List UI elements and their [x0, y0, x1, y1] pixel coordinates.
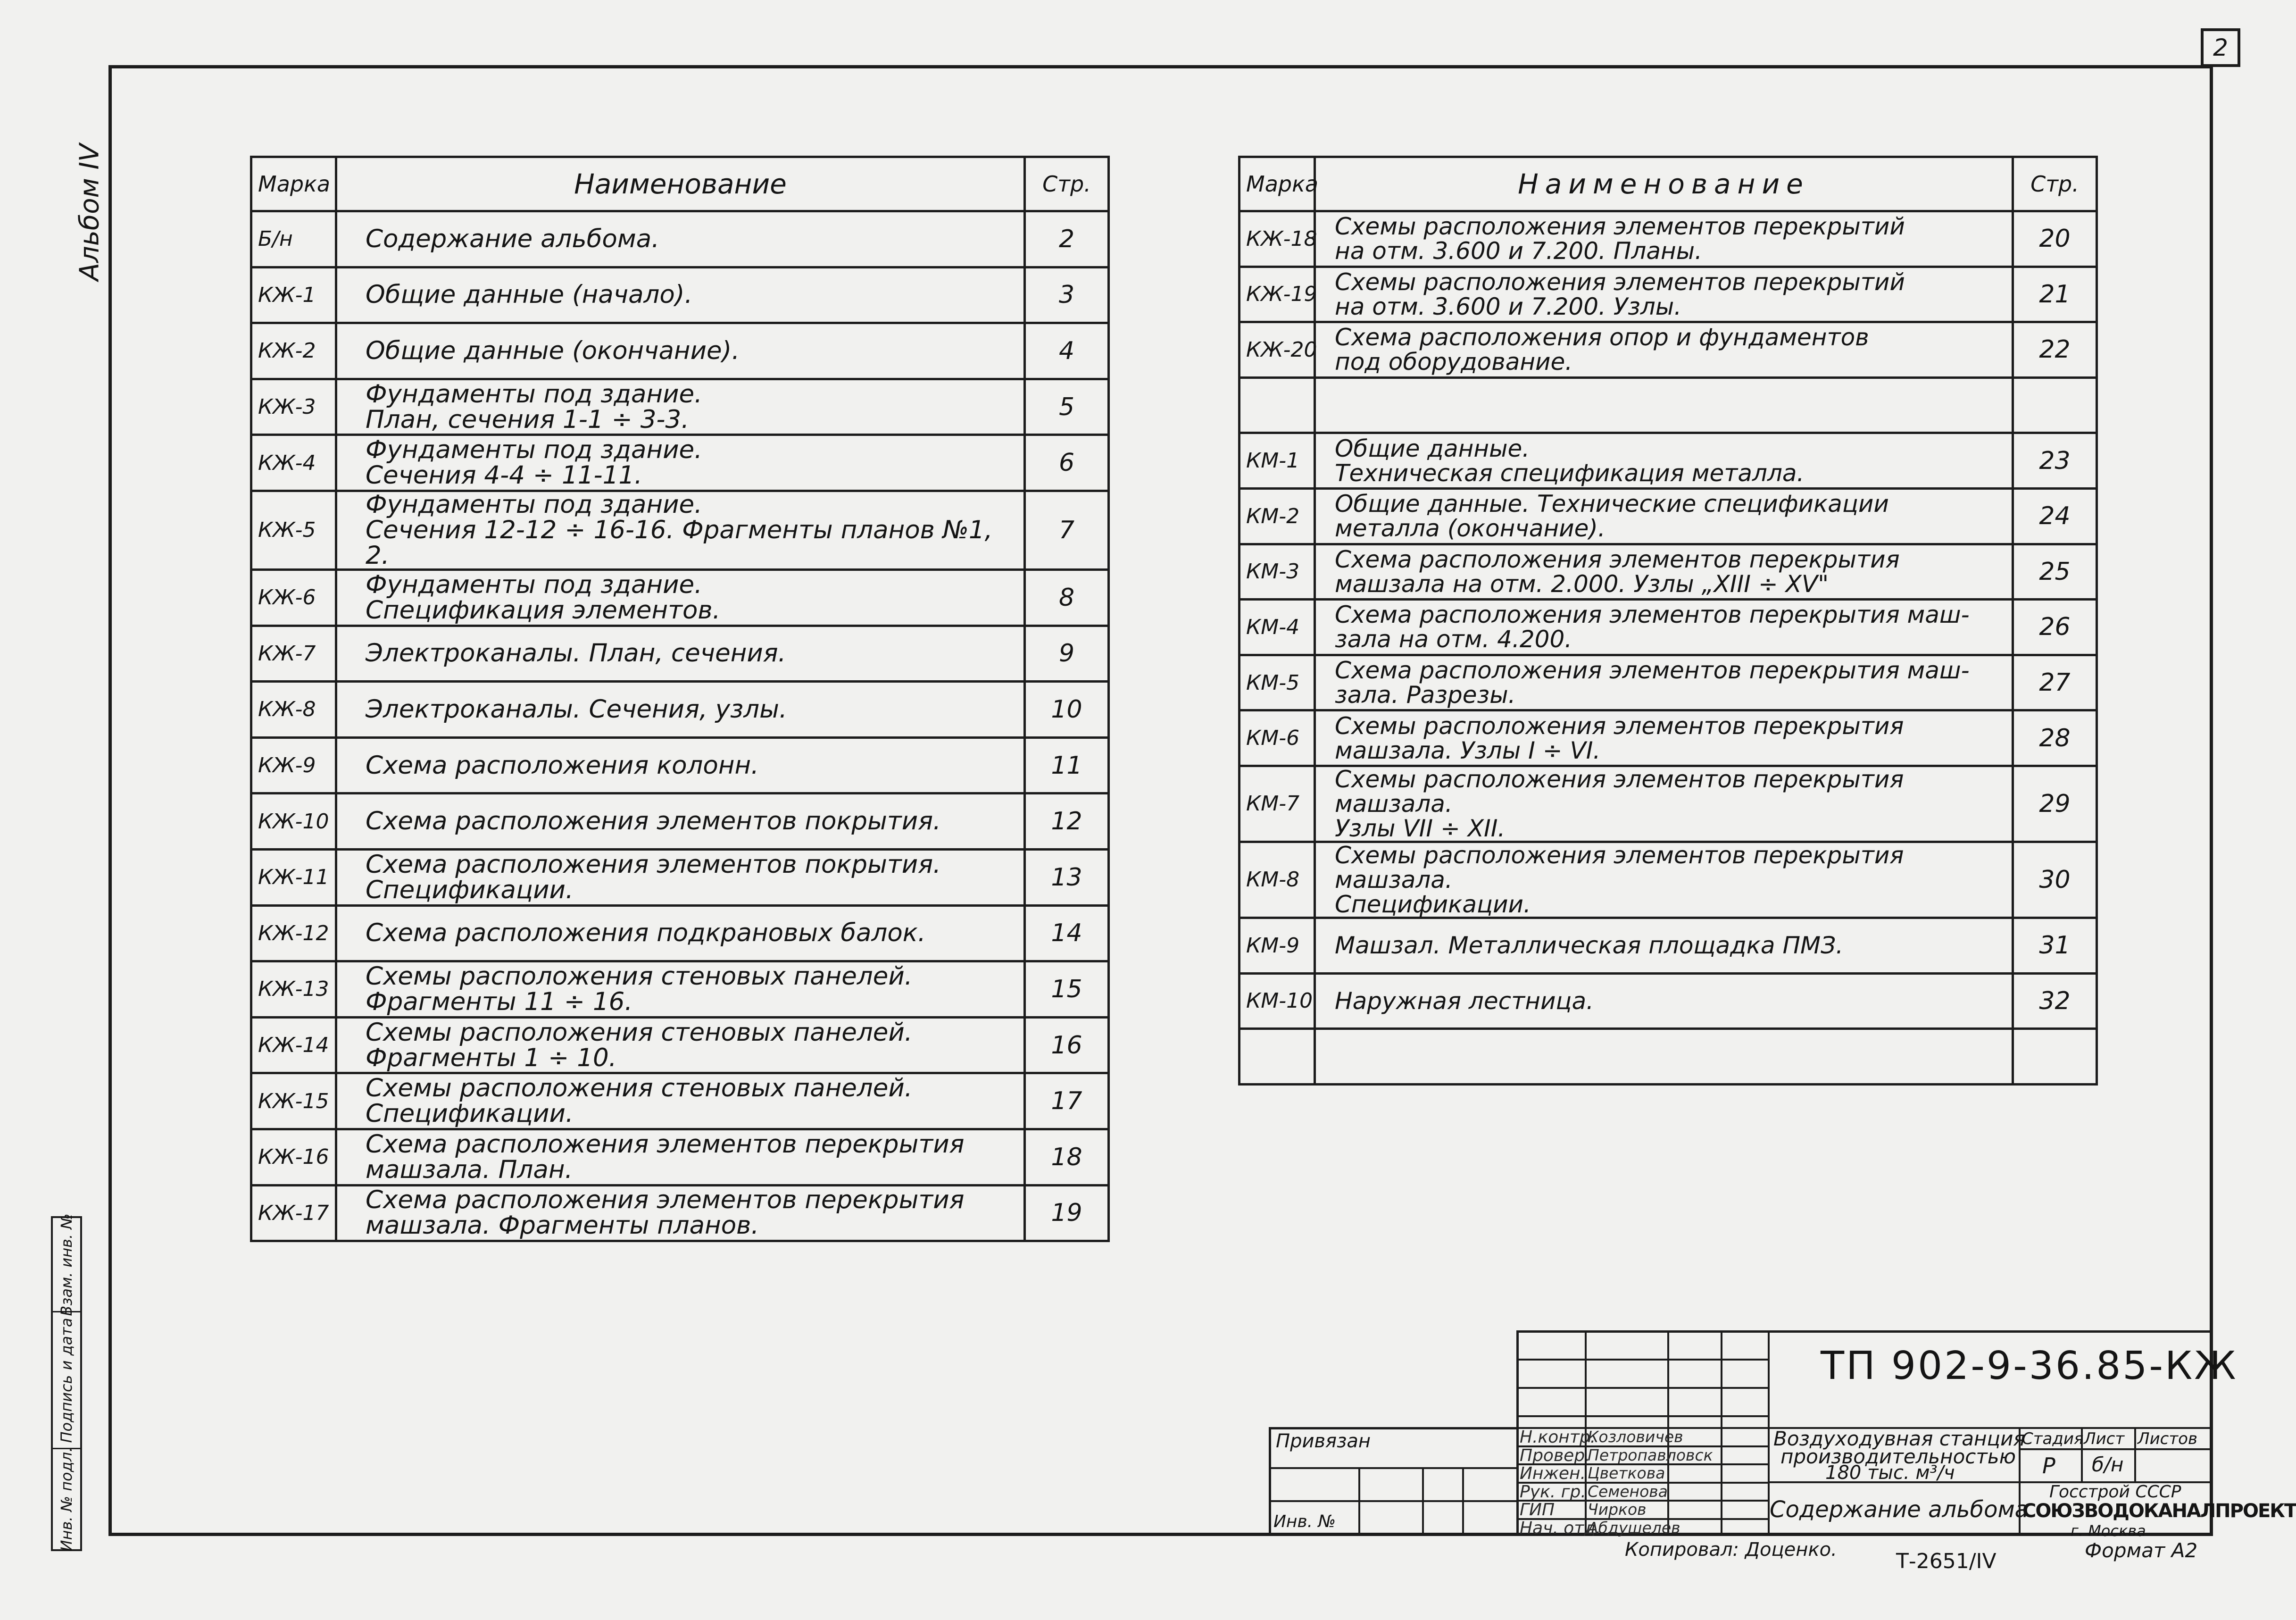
copied-by: Копировал: Доценко.	[1625, 1539, 1837, 1561]
stage-label: Стадия	[2022, 1429, 2084, 1448]
row-page: 17	[1025, 1073, 1109, 1129]
row-title: Электроканалы. План, сечения.	[336, 626, 1025, 682]
row-title: Содержание альбома.	[336, 211, 1025, 267]
table-row	[251, 435, 1109, 491]
row-title: Общие данные. Техническая спецификация металла.	[1315, 433, 2013, 489]
table-row	[251, 682, 1109, 738]
row-page: 3	[1025, 267, 1109, 323]
table-row	[1240, 1029, 2097, 1085]
inventory-number-label: Инв. №	[1273, 1512, 1336, 1531]
tb-line	[1516, 1359, 1768, 1361]
row-page: 27	[2013, 655, 2097, 710]
row-title: Схемы расположения стеновых панелей. Фрагменты 1 ÷ 10.	[336, 1017, 1025, 1073]
row-page: 13	[1025, 849, 1109, 905]
org-city: г. Москва	[2071, 1522, 2146, 1540]
header-name: Наименование	[336, 157, 1025, 211]
row-mark: КМ-2	[1240, 488, 1315, 544]
row-mark: КЖ-11	[251, 849, 336, 905]
row-title: Схемы расположения стеновых панелей. Фрагменты 11 ÷ 16.	[336, 961, 1025, 1018]
row-title: Машзал. Металлическая площадка ПМЗ.	[1315, 918, 2013, 973]
row-title: Фундаменты под здание. Сечения 4-4 ÷ 11-11.	[336, 435, 1025, 491]
row-page: 26	[2013, 600, 2097, 655]
row-title: Схема расположения элементов покрытия.	[336, 793, 1025, 850]
row-title: Фундаменты под здание. Спецификация элементов.	[336, 569, 1025, 626]
row-mark	[1240, 377, 1315, 433]
row-page: 16	[1025, 1017, 1109, 1073]
row-page: 32	[2013, 973, 2097, 1029]
row-mark: КЖ-5	[251, 491, 336, 569]
row-page: 22	[2013, 322, 2097, 378]
table-row	[1240, 488, 2097, 544]
row-title: Схема расположения элементов покрытия. Спецификации.	[336, 849, 1025, 905]
row-title: Схема расположения элементов перекрытия машзала. Фрагменты планов.	[336, 1185, 1025, 1241]
signature-role: Н.контр.	[1520, 1428, 1596, 1447]
table-row	[251, 737, 1109, 793]
row-title: Схемы расположения элементов перекрытия машзала. Спецификации.	[1315, 842, 2013, 918]
row-mark: КМ-10	[1240, 973, 1315, 1029]
row-title: Схема расположения колонн.	[336, 737, 1025, 793]
table-row	[251, 849, 1109, 905]
left-stamp-strip	[51, 1213, 82, 1552]
table-row	[251, 323, 1109, 379]
row-title: Схема расположения опор и фундаментов под оборудование.	[1315, 322, 2013, 378]
signature-name: Козловичев	[1588, 1428, 1683, 1446]
org-ministry: Госстрой СССР	[2049, 1482, 2181, 1502]
signature-name: Чирков	[1588, 1500, 1647, 1519]
row-title	[1315, 1029, 2013, 1085]
row-title: Схема расположения элементов перекрытия машзала на отм. 2.000. Узлы „XIII ÷ XV"	[1315, 544, 2013, 600]
binding-line	[1462, 1467, 1464, 1536]
row-mark: КЖ-6	[251, 569, 336, 626]
row-title: Схемы расположения элементов перекрытия машзала. Узлы VII ÷ XII.	[1315, 766, 2013, 842]
row-page: 24	[2013, 488, 2097, 544]
project-title-line-2: производительностью	[1780, 1445, 2016, 1468]
row-page	[2013, 377, 2097, 433]
row-page: 25	[2013, 544, 2097, 600]
row-page: 7	[1025, 491, 1109, 569]
table-header-row	[251, 157, 1109, 211]
tb-line	[2134, 1427, 2136, 1481]
row-title: Схема расположения элементов перекрытия маш- зала. Разрезы.	[1315, 655, 2013, 710]
row-page: 6	[1025, 435, 1109, 491]
table-header-row	[1240, 157, 2097, 211]
row-page: 31	[2013, 918, 2097, 973]
table-row	[1240, 544, 2097, 600]
tb-line	[1516, 1387, 1768, 1389]
contents-table-right	[1238, 156, 2098, 1086]
row-page: 8	[1025, 569, 1109, 626]
sheet-label: Лист	[2084, 1429, 2125, 1448]
row-mark: КЖ-4	[251, 435, 336, 491]
table-row	[251, 1185, 1109, 1241]
row-mark: КМ-5	[1240, 655, 1315, 710]
row-page: 20	[2013, 211, 2097, 267]
row-title: Общие данные (начало).	[336, 267, 1025, 323]
strip-cell-inventory	[53, 1447, 80, 1552]
row-mark: КЖ-16	[251, 1129, 336, 1185]
row-mark	[1240, 1029, 1315, 1085]
table-row	[251, 961, 1109, 1018]
row-page: 28	[2013, 710, 2097, 766]
project-title-line-3: 180 тыс. м³/ч	[1825, 1462, 1955, 1484]
strip-label-inventory: Инв. № подл.	[58, 1447, 75, 1552]
table-row	[1240, 322, 2097, 378]
table-row	[1240, 655, 2097, 710]
row-page: 19	[1025, 1185, 1109, 1241]
strip-label-substitute: Взам. инв. №	[58, 1213, 75, 1316]
binding-line	[1269, 1467, 1519, 1469]
table-row	[1240, 842, 2097, 918]
row-mark: КМ-4	[1240, 600, 1315, 655]
row-mark: КЖ-12	[251, 905, 336, 961]
row-mark: КМ-9	[1240, 918, 1315, 973]
signature-role: Провер.	[1520, 1445, 1590, 1465]
row-mark: КЖ-3	[251, 379, 336, 435]
header-mark: Марка	[251, 157, 336, 211]
row-page: 9	[1025, 626, 1109, 682]
signature-name: Семенова	[1588, 1482, 1668, 1501]
table-row	[251, 626, 1109, 682]
table-row	[1240, 600, 2097, 655]
row-mark: КЖ-9	[251, 737, 336, 793]
signature-name: Абдушелев	[1588, 1518, 1680, 1537]
tb-line	[2019, 1448, 2213, 1450]
tb-line	[1516, 1415, 1768, 1417]
signature-role: ГИП	[1520, 1500, 1555, 1520]
row-page: 30	[2013, 842, 2097, 918]
table-row	[251, 1017, 1109, 1073]
signature-role: Нач. отд.	[1520, 1518, 1601, 1538]
stage-value: Р	[2042, 1453, 2055, 1478]
row-page: 23	[2013, 433, 2097, 489]
row-mark: Б/н	[251, 211, 336, 267]
row-page: 5	[1025, 379, 1109, 435]
table-row	[251, 905, 1109, 961]
row-mark: КЖ-10	[251, 793, 336, 850]
row-title: Схемы расположения элементов перекрытия машзала. Узлы I ÷ VI.	[1315, 710, 2013, 766]
row-title: Схемы расположения стеновых панелей. Спецификации.	[336, 1073, 1025, 1129]
sheet-number: 2	[2201, 28, 2240, 67]
row-mark: КЖ-8	[251, 682, 336, 738]
row-mark: КМ-3	[1240, 544, 1315, 600]
binding-line	[1422, 1467, 1424, 1536]
row-title	[1315, 377, 2013, 433]
row-title: Электроканалы. Сечения, узлы.	[336, 682, 1025, 738]
row-mark: КМ-6	[1240, 710, 1315, 766]
row-page: 12	[1025, 793, 1109, 850]
contents-table-left	[250, 156, 1110, 1242]
row-mark: КЖ-19	[1240, 267, 1315, 322]
strip-cell-signature	[53, 1312, 80, 1449]
table-row	[1240, 377, 2097, 433]
table-row	[1240, 267, 2097, 322]
row-mark: КЖ-17	[251, 1185, 336, 1241]
row-mark: КЖ-18	[1240, 211, 1315, 267]
row-title: Схема расположения подкрановых балок.	[336, 905, 1025, 961]
tb-line	[1721, 1330, 1722, 1536]
table-row	[251, 569, 1109, 626]
table-row	[251, 1129, 1109, 1185]
sheet-title: Содержание альбома	[1770, 1496, 2029, 1523]
row-mark: КЖ-20	[1240, 322, 1315, 378]
strip-cell-substitute	[53, 1213, 80, 1316]
sheets-label: Листов	[2138, 1429, 2198, 1448]
row-mark: КЖ-2	[251, 323, 336, 379]
header-page: Стр.	[2013, 157, 2097, 211]
signature-role: Инжен.	[1520, 1464, 1586, 1483]
signature-name: Петропавловск	[1588, 1445, 1713, 1464]
row-title: Схема расположения элементов перекрытия машзала. План.	[336, 1129, 1025, 1185]
row-page: 2	[1025, 211, 1109, 267]
table-row	[1240, 918, 2097, 973]
row-title: Схемы расположения элементов перекрытий на отм. 3.600 и 7.200. Узлы.	[1315, 267, 2013, 322]
binding-label: Привязан	[1276, 1430, 1371, 1452]
row-title: Общие данные (окончание).	[336, 323, 1025, 379]
row-page: 10	[1025, 682, 1109, 738]
table-row	[251, 211, 1109, 267]
table-row	[251, 267, 1109, 323]
row-mark: КМ-8	[1240, 842, 1315, 918]
row-mark: КМ-1	[1240, 433, 1315, 489]
row-title: Общие данные. Технические спецификации металла (окончание).	[1315, 488, 2013, 544]
drawing-code: ТП 902-9-36.85-КЖ	[1821, 1344, 2238, 1388]
table-row	[1240, 211, 2097, 267]
row-page: 29	[2013, 766, 2097, 842]
header-mark: Марка	[1240, 157, 1315, 211]
row-page: 21	[2013, 267, 2097, 322]
table-row	[1240, 433, 2097, 489]
row-page: 15	[1025, 961, 1109, 1018]
table-row	[251, 379, 1109, 435]
row-page	[2013, 1029, 2097, 1085]
signature-role: Рук. гр.	[1520, 1482, 1586, 1502]
signature-name: Цветкова	[1588, 1464, 1665, 1482]
table-row	[1240, 710, 2097, 766]
row-mark: КЖ-15	[251, 1073, 336, 1129]
row-page: 18	[1025, 1129, 1109, 1185]
table-row	[1240, 766, 2097, 842]
row-title: Наружная лестница.	[1315, 973, 2013, 1029]
row-mark: КЖ-7	[251, 626, 336, 682]
table-row	[251, 1073, 1109, 1129]
row-title: Фундаменты под здание. Сечения 12-12 ÷ 16-16. Фрагменты планов №1, 2.	[336, 491, 1025, 569]
table-row	[251, 491, 1109, 569]
row-mark: КМ-7	[1240, 766, 1315, 842]
binding-line	[1358, 1467, 1360, 1536]
row-title: Фундаменты под здание. План, сечения 1-1 ÷ 3-3.	[336, 379, 1025, 435]
row-mark: КЖ-13	[251, 961, 336, 1018]
org-name: СОЮЗВОДОКАНАЛПРОЕКТ	[2022, 1500, 2296, 1522]
row-mark: КЖ-14	[251, 1017, 336, 1073]
row-page: 4	[1025, 323, 1109, 379]
project-title-line-1: Воздуходувная станция	[1773, 1427, 2025, 1450]
inventory-stamp: Т-2651/IV	[1896, 1549, 1997, 1573]
table-row	[251, 793, 1109, 850]
header-name: Наименование	[1315, 157, 2013, 211]
sheet-value: б/н	[2092, 1453, 2124, 1476]
row-mark: КЖ-1	[251, 267, 336, 323]
header-page: Стр.	[1025, 157, 1109, 211]
row-title: Схемы расположения элементов перекрытий на отм. 3.600 и 7.200. Планы.	[1315, 211, 2013, 267]
format-label: Формат А2	[2085, 1539, 2198, 1562]
row-page: 14	[1025, 905, 1109, 961]
table-row	[1240, 973, 2097, 1029]
binding-line	[1269, 1500, 1519, 1502]
row-page: 11	[1025, 737, 1109, 793]
strip-label-signature: Подпись и дата	[58, 1317, 75, 1443]
row-title: Схема расположения элементов перекрытия маш- зала на отм. 4.200.	[1315, 600, 2013, 655]
album-label: Альбом IV	[74, 143, 105, 281]
